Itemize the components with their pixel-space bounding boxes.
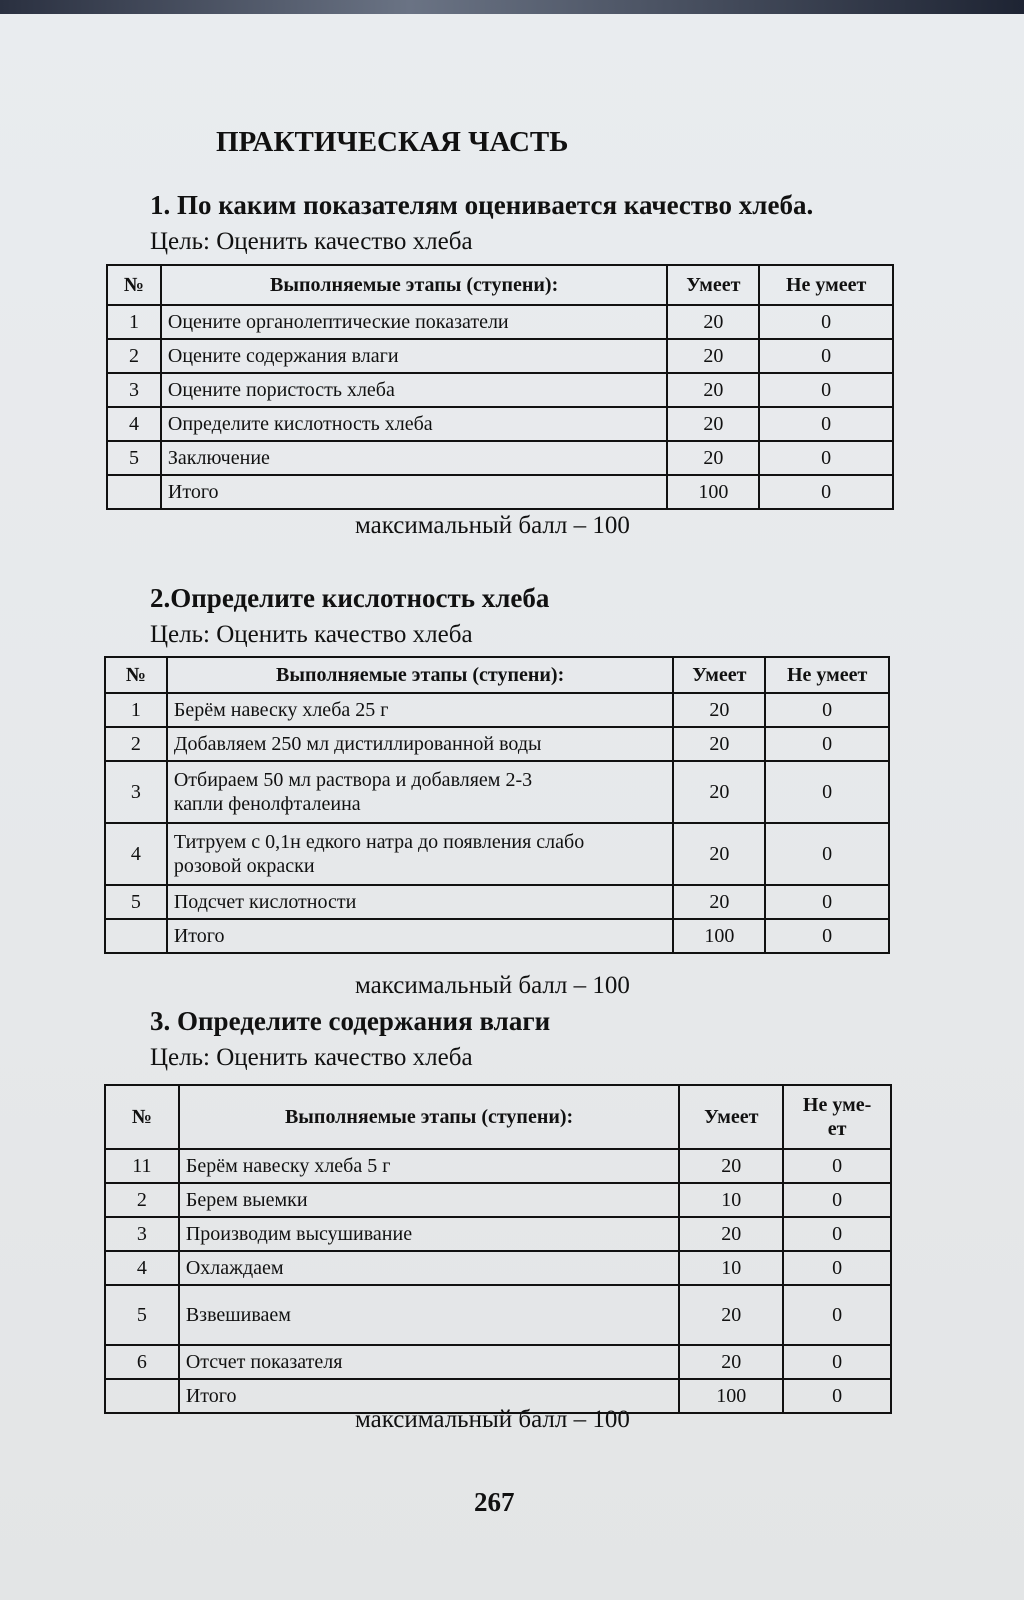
row-can: 10 — [679, 1183, 783, 1217]
row-can: 20 — [679, 1217, 783, 1251]
row-can: 20 — [673, 823, 765, 885]
row-cannot: 0 — [783, 1285, 891, 1345]
col-can-header: Умеет — [679, 1085, 783, 1149]
row-text: Итого — [167, 919, 674, 953]
table-header-row — [107, 265, 893, 305]
row-cannot: 0 — [759, 339, 893, 373]
row-num: 4 — [107, 407, 161, 441]
scan-edge — [0, 0, 1024, 14]
row-num: 1 — [107, 305, 161, 339]
page-number: 267 — [474, 1487, 515, 1517]
row-cannot: 0 — [765, 919, 889, 953]
col-stages-header: Выполняемые этапы (ступени): — [167, 657, 674, 693]
row-can: 20 — [667, 305, 759, 339]
row-cannot: 0 — [783, 1217, 891, 1251]
row-num: 2 — [107, 339, 161, 373]
col-cannot-header: Не умеет — [765, 657, 889, 693]
row-num: 5 — [107, 441, 161, 475]
table-row — [107, 441, 893, 475]
table-row — [105, 885, 889, 919]
col-num-header: № — [107, 265, 161, 305]
col-num-header: № — [105, 657, 167, 693]
table-header-row — [105, 1085, 891, 1149]
row-num: 6 — [105, 1345, 179, 1379]
row-text: Заключение — [161, 441, 668, 475]
row-can: 100 — [667, 475, 759, 509]
row-text: Отбираем 50 мл раствора и добавляем 2-3 капли фенолфталеина — [167, 761, 674, 823]
section-1-heading: 1. По каким показателям оценивается качество хлеба. — [150, 190, 814, 220]
row-num — [105, 919, 167, 953]
section-2-max-score: максимальный балл – 100 — [355, 972, 630, 999]
table-total-row — [107, 475, 893, 509]
row-cannot: 0 — [783, 1379, 891, 1413]
col-can-header: Умеет — [667, 265, 759, 305]
table-row — [107, 407, 893, 441]
row-text: Производим высушивание — [179, 1217, 680, 1251]
table-row — [105, 823, 889, 885]
row-text: Титруем с 0,1н едкого натра до появления слабо розовой окраски — [167, 823, 674, 885]
row-cannot: 0 — [759, 441, 893, 475]
row-text: Взвешиваем — [179, 1285, 680, 1345]
col-stages-header: Выполняемые этапы (ступени): — [161, 265, 668, 305]
table-row — [105, 1217, 891, 1251]
table-row — [107, 339, 893, 373]
row-num: 3 — [105, 1217, 179, 1251]
row-text: Оцените содержания влаги — [161, 339, 668, 373]
row-num: 2 — [105, 1183, 179, 1217]
col-cannot-header — [783, 1085, 891, 1149]
row-num: 3 — [105, 761, 167, 823]
col-cannot-header-line1: Не уме- — [802, 1094, 872, 1116]
table-row — [107, 305, 893, 339]
row-can: 20 — [673, 761, 765, 823]
col-can-header: Умеет — [673, 657, 765, 693]
table-header-row — [105, 657, 889, 693]
row-cannot: 0 — [783, 1251, 891, 1285]
section-3-table — [104, 1084, 892, 1414]
section-1-max-score: максимальный балл – 100 — [355, 512, 630, 539]
table-row — [105, 1183, 891, 1217]
row-num: 4 — [105, 823, 167, 885]
row-can: 20 — [667, 373, 759, 407]
row-num: 4 — [105, 1251, 179, 1285]
row-text: Берём навеску хлеба 5 г — [179, 1149, 680, 1183]
table-row — [105, 761, 889, 823]
section-2-goal: Цель: Оценить качество хлеба — [150, 621, 473, 648]
col-stages-header: Выполняемые этапы (ступени): — [179, 1085, 680, 1149]
row-num — [107, 475, 161, 509]
row-can: 20 — [667, 339, 759, 373]
row-text: Итого — [179, 1379, 680, 1413]
section-2-table — [104, 656, 890, 954]
row-num: 11 — [105, 1149, 179, 1183]
row-num: 1 — [105, 693, 167, 727]
row-cannot: 0 — [783, 1183, 891, 1217]
table-row — [105, 1251, 891, 1285]
section-2-heading: 2.Определите кислотность хлеба — [150, 583, 550, 613]
row-num: 5 — [105, 885, 167, 919]
row-can: 20 — [679, 1285, 783, 1345]
row-cannot: 0 — [759, 475, 893, 509]
row-cannot: 0 — [765, 761, 889, 823]
row-num: 3 — [107, 373, 161, 407]
row-can: 20 — [679, 1149, 783, 1183]
row-can: 20 — [667, 407, 759, 441]
row-text: Подсчет кислотности — [167, 885, 674, 919]
row-text: Охлаждаем — [179, 1251, 680, 1285]
col-cannot-header: Не умеет — [759, 265, 893, 305]
row-cannot: 0 — [759, 305, 893, 339]
row-text: Оцените органолептические показатели — [161, 305, 668, 339]
table-total-row — [105, 919, 889, 953]
col-cannot-header-line2: ет — [827, 1118, 847, 1140]
row-text: Отсчет показателя — [179, 1345, 680, 1379]
section-3-max-score: максимальный балл – 100 — [355, 1406, 630, 1433]
row-cannot: 0 — [783, 1149, 891, 1183]
table-row — [105, 1345, 891, 1379]
section-1-goal: Цель: Оценить качество хлеба — [150, 228, 473, 255]
row-can: 20 — [673, 727, 765, 761]
row-text: Итого — [161, 475, 668, 509]
row-cannot: 0 — [759, 407, 893, 441]
row-cannot: 0 — [765, 693, 889, 727]
row-text: Берем выемки — [179, 1183, 680, 1217]
row-cannot: 0 — [759, 373, 893, 407]
row-text: Добавляем 250 мл дистиллированной воды — [167, 727, 674, 761]
row-cannot: 0 — [765, 885, 889, 919]
section-3-goal: Цель: Оценить качество хлеба — [150, 1044, 473, 1071]
col-num-header: № — [105, 1085, 179, 1149]
table-row — [105, 693, 889, 727]
row-cannot: 0 — [765, 823, 889, 885]
row-can: 100 — [679, 1379, 783, 1413]
row-can: 20 — [673, 885, 765, 919]
row-can: 20 — [673, 693, 765, 727]
row-text: Оцените пористость хлеба — [161, 373, 668, 407]
row-can: 100 — [673, 919, 765, 953]
table-row — [105, 1149, 891, 1183]
row-text: Берём навеску хлеба 25 г — [167, 693, 674, 727]
table-row — [107, 373, 893, 407]
row-can: 10 — [679, 1251, 783, 1285]
section-1-table — [106, 264, 894, 510]
page-title: ПРАКТИЧЕСКАЯ ЧАСТЬ — [216, 126, 569, 158]
row-num: 2 — [105, 727, 167, 761]
row-num: 5 — [105, 1285, 179, 1345]
row-cannot: 0 — [783, 1345, 891, 1379]
row-cannot: 0 — [765, 727, 889, 761]
row-can: 20 — [679, 1345, 783, 1379]
table-row — [105, 1285, 891, 1345]
table-row — [105, 727, 889, 761]
row-text: Определите кислотность хлеба — [161, 407, 668, 441]
section-3-heading: 3. Определите содержания влаги — [150, 1006, 551, 1036]
row-can: 20 — [667, 441, 759, 475]
row-num — [105, 1379, 179, 1413]
